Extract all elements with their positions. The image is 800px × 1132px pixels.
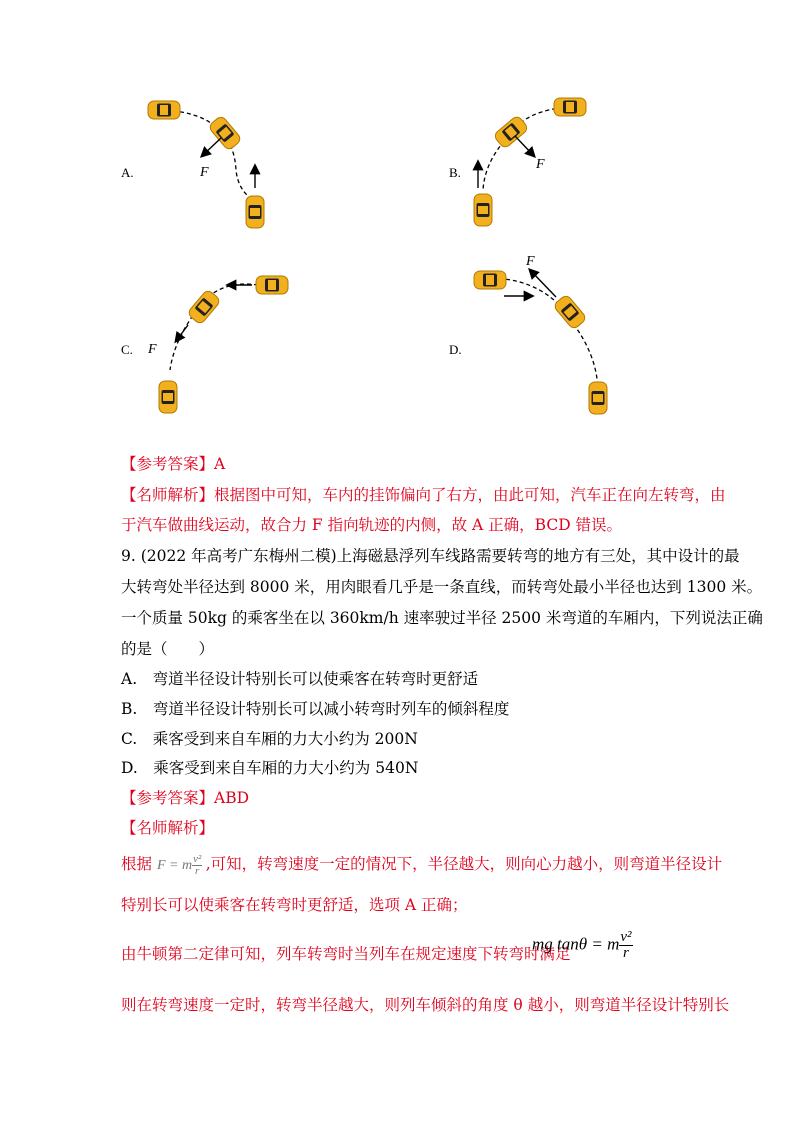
- analysis-text: 根据图中可知，车内的挂饰偏向了右方，由此可知，汽车正在向左转弯，由: [214, 486, 726, 504]
- option-d-label: D.: [449, 342, 462, 357]
- question9-line2: 大转弯处半径达到 8000 米，用肉眼看几乎是一条直线，而转弯处最小半径也达到 1300 米。: [121, 578, 763, 596]
- answer-line-q9: [121, 786, 249, 808]
- question9-line1: 9. (2022 年高考广东梅州二模)上海磁悬浮列车线路需要转弯的地方有三处，其中设计的最: [121, 547, 740, 565]
- trajectory-path: [166, 110, 253, 200]
- figure-option-b: [460, 90, 630, 240]
- car-icon: [246, 196, 264, 228]
- analysis-line-q8-2: 于汽车做曲线运动，故合力 F 指向轨迹的内侧，故 A 正确，BCD 错误。: [121, 516, 623, 534]
- formula-denominator: r: [623, 945, 629, 961]
- car-icon: [148, 101, 180, 119]
- force-arrow: [530, 270, 556, 297]
- answer-prefix: 【参考答案】: [121, 789, 215, 807]
- formula-lhs: mg tanθ = m: [532, 934, 620, 954]
- answer-value: ABD: [214, 789, 250, 807]
- force-label: F: [200, 165, 209, 180]
- solution-line-3: 由牛顿第二定律可知，列车转弯时当列车在规定速度下转弯时满足: [121, 945, 571, 963]
- solution-line-4: 则在转弯速度一定时，转弯半径越大，则列车倾斜的角度 θ 越小，则弯道半径设计特别长: [121, 996, 730, 1014]
- figure-option-d: [462, 250, 632, 425]
- car-icon: [474, 271, 506, 289]
- question9-option-b: B. 弯道半径设计特别长可以减小转弯时列车的倾斜程度: [121, 700, 510, 718]
- banking-formula: [532, 930, 633, 961]
- question9-option-d: D. 乘客受到来自车厢的力大小约为 540N: [121, 759, 419, 777]
- car-icon: [589, 382, 607, 414]
- car-icon: [159, 381, 177, 413]
- question9-line4: 的是（ ）: [121, 640, 215, 658]
- solution-line-2: 特别长可以使乘客在转弯时更舒适，选项 A 正确；: [121, 896, 468, 914]
- answer-value: A: [214, 455, 226, 473]
- car-icon: [474, 194, 492, 226]
- formula-fraction: [619, 930, 632, 961]
- force-label: F: [536, 157, 545, 172]
- solution-line-1: [121, 852, 722, 877]
- question9-option-a: A. 弯道半径设计特别长可以使乘客在转弯时更舒适: [121, 670, 479, 688]
- car-icon: [493, 115, 529, 149]
- formula-denominator: r: [195, 865, 200, 878]
- figure-option-a: [118, 90, 288, 240]
- option-b-label: B.: [449, 165, 461, 180]
- force-label: F: [148, 342, 157, 357]
- solution-text: ,可知，转弯速度一定的情况下，半径越大，则向心力越小，则弯道半径设计: [205, 855, 723, 873]
- formula-lhs: F = m: [156, 858, 193, 873]
- car-icon: [553, 294, 587, 330]
- question9-line3: 一个质量 50kg 的乘客坐在以 360km/h 速率驶过半径 2500 米弯道的车厢内，下列说法正确: [121, 609, 763, 627]
- option-c-label: C.: [121, 342, 133, 357]
- solution-text: 根据: [121, 855, 153, 873]
- option-a-label: A.: [121, 165, 134, 180]
- car-icon: [187, 289, 221, 325]
- figure-option-c: [140, 265, 310, 425]
- answer-prefix: 【参考答案】: [121, 455, 215, 473]
- force-label: F: [526, 254, 535, 269]
- formula-fraction: [192, 854, 202, 877]
- analysis-heading-q9: 【名师解析】: [121, 819, 215, 837]
- car-icon: [554, 98, 586, 116]
- trajectory-path: [492, 278, 598, 390]
- force-arrow: [202, 138, 221, 156]
- answer-line-q8: [121, 452, 225, 474]
- question9-option-c: C. 乘客受到来自车厢的力大小约为 200N: [121, 730, 418, 748]
- force-arrow: [515, 136, 534, 156]
- car-icon: [256, 276, 288, 294]
- centripetal-formula: [156, 853, 206, 878]
- analysis-prefix: 【名师解析】: [121, 486, 215, 504]
- force-arrow: [176, 325, 188, 341]
- analysis-line-q8-1: [121, 483, 726, 505]
- formula-numerator: v²: [620, 929, 632, 945]
- formula-numerator: v²: [193, 853, 202, 866]
